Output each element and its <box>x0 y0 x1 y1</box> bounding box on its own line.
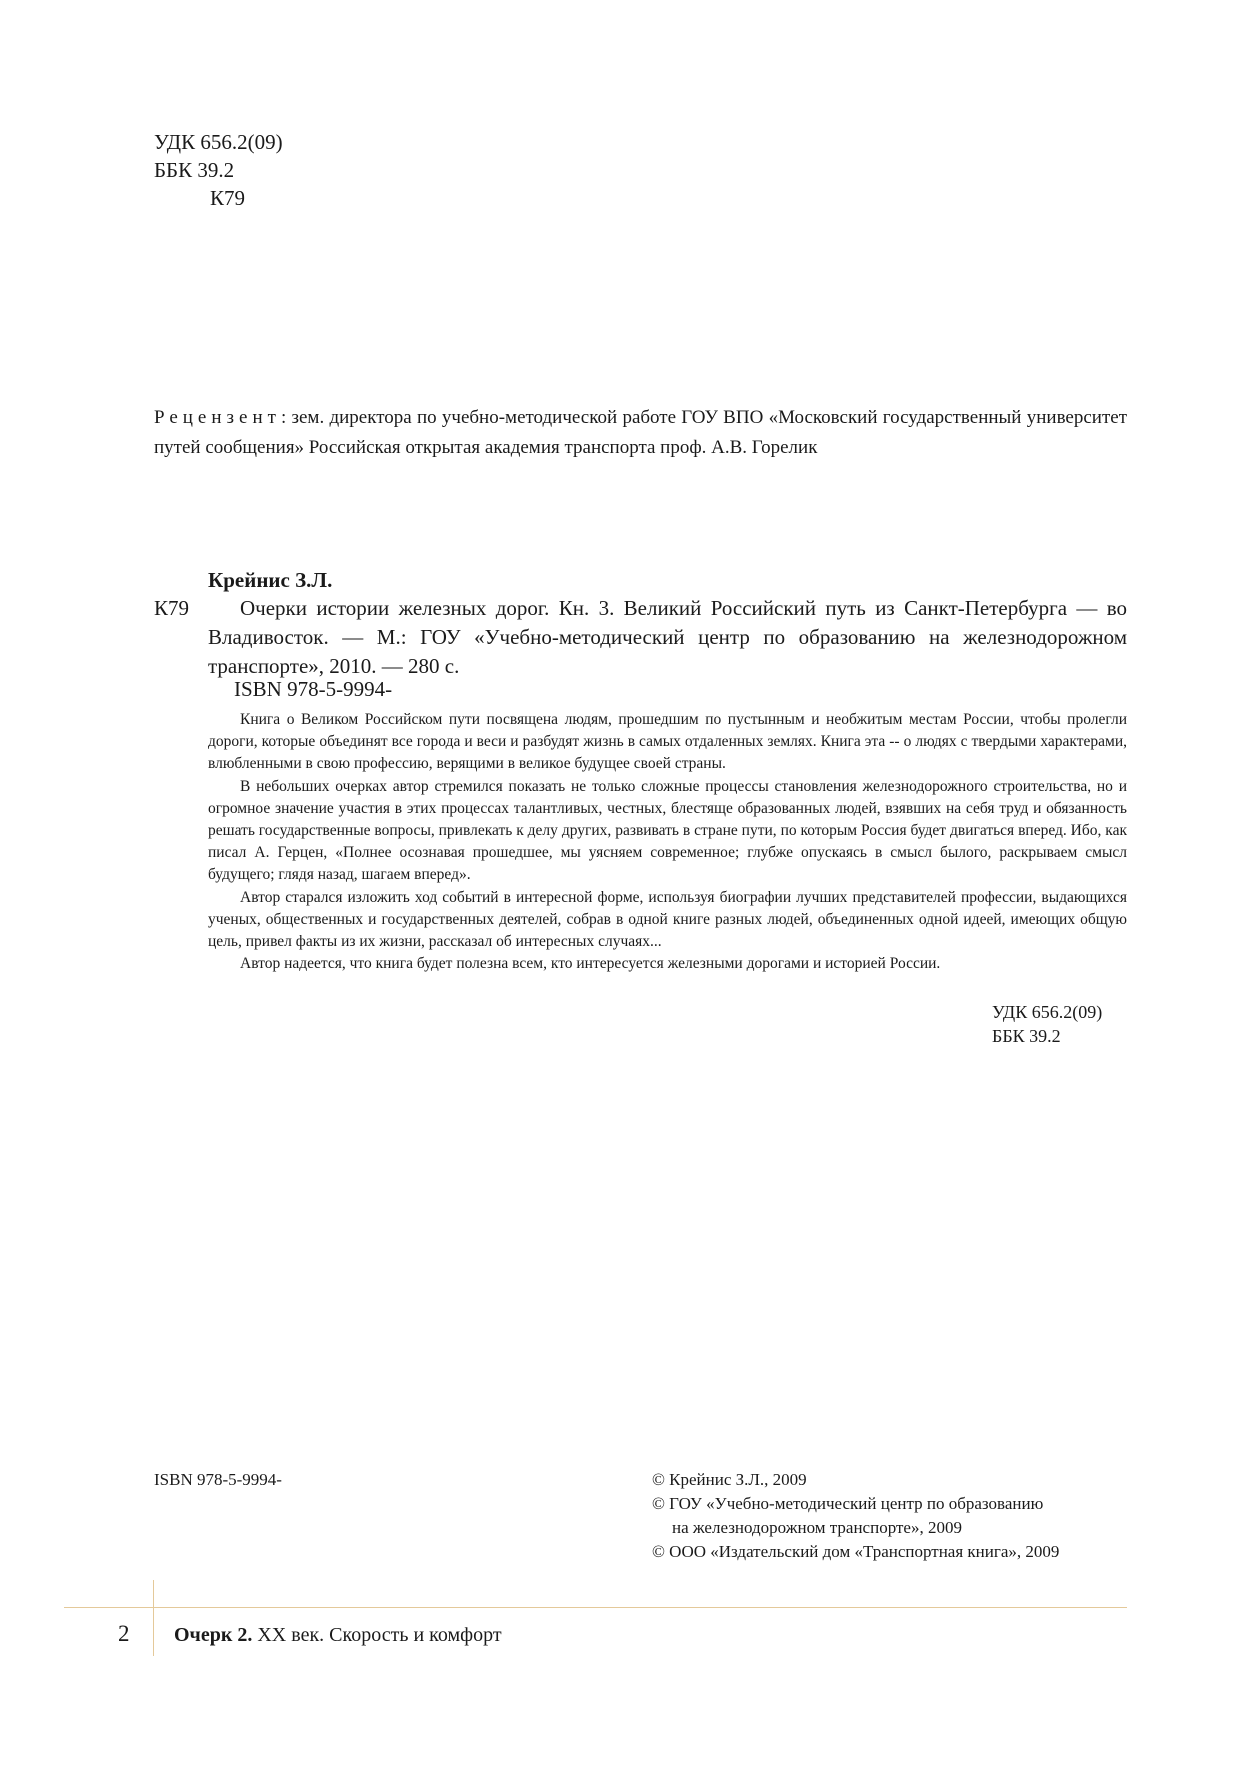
classification-codes-right <box>992 1000 1102 1048</box>
card-isbn: ISBN 978-5-9994- <box>234 677 393 701</box>
copyright-center-cont: на железнодорожном транспорте», 2009 <box>672 1518 962 1537</box>
bbk-code: ББК 39.2 <box>154 158 235 182</box>
card-author-mark: К79 <box>154 596 190 620</box>
copyright-center: © ГОУ «Учебно-методический центр по образованию <box>652 1494 1044 1513</box>
classification-codes-top <box>154 128 283 212</box>
running-head-title: XX век. Скорость и комфорт <box>252 1624 502 1646</box>
running-head-chapter: Очерк 2. <box>174 1624 253 1646</box>
card-author: Крейнис З.Л. <box>208 568 333 592</box>
abstract-paragraph: Книга о Великом Российском пути посвящена людям, прошедшим по пустынным и необжитым местам России, чтобы пролегли дороги, которые объединят все города и веси и разбудят жизнь в самых отдаленных землях. Книга эта -- о людях с твердыми характерами, влюбленными в свою профессию, верящими в великое будущее своей страны. <box>208 711 1127 773</box>
running-head <box>174 1621 502 1649</box>
footer-divider <box>153 1580 154 1656</box>
copyright-author: © Крейнис З.Л., 2009 <box>652 1470 807 1489</box>
bbk-code: ББК 39.2 <box>992 1026 1061 1046</box>
author-mark: К79 <box>210 186 246 210</box>
card-description: Очерки истории железных дорог. Кн. 3. Великий Российский путь из Санкт-Петербурга — во Владивосток. — М.: ГОУ «Учебно-методический центр по образованию на железнодорожном транспорте», 2010. — 280 с. <box>208 596 1127 678</box>
page-number: 2 <box>118 1621 130 1646</box>
abstract <box>208 709 1127 975</box>
udk-code: УДК 656.2(09) <box>154 130 283 154</box>
isbn-bottom: ISBN 978-5-9994- <box>154 1470 282 1489</box>
copyright-block <box>652 1468 1059 1564</box>
footer-rule <box>64 1607 1127 1608</box>
copyright-publisher: © ООО «Издательский дом «Транспортная книга», 2009 <box>652 1542 1060 1561</box>
reviewer-label: Рецензент <box>154 407 281 428</box>
abstract-paragraph: В небольших очерках автор стремился показать не только сложные процессы становления железнодорожного строительства, но и огромное значение участия в этих процессах талантливых, честных, блестяще образованных людей, взявших на себя труд и обязанность решать государственные вопросы, привлекать к делу других, развивать в стране пути, по которым Россия будет двигаться вперед. Ибо, как писал А. Герцен, «Полнее осознавая прошедшее, мы уясняем современное; глубже опускаясь в смысл былого, раскрываем смысл будущего; глядя назад, шагаем вперед». <box>208 777 1127 884</box>
abstract-paragraph: Автор надеется, что книга будет полезна всем, кто интересуется железными дорогами и историей России. <box>240 955 941 973</box>
reviewer-text: : зем. директора по учебно-методической работе ГОУ ВПО «Московский государственный университет путей сообщения» Российская открытая академия транспорта проф. А.В. Горелик <box>154 407 1127 458</box>
udk-code: УДК 656.2(09) <box>992 1002 1103 1022</box>
reviewer-block <box>154 403 1127 463</box>
abstract-paragraph: Автор старался изложить ход событий в интересной форме, используя биографии лучших представителей профессии, выдающихся ученых, общественных и государственных деятелей, собрав в одной книге разных людей, объединенных одной идеей, имеющих общую цель, привел факты из их жизни, рассказал об интересных случаях... <box>208 888 1127 951</box>
